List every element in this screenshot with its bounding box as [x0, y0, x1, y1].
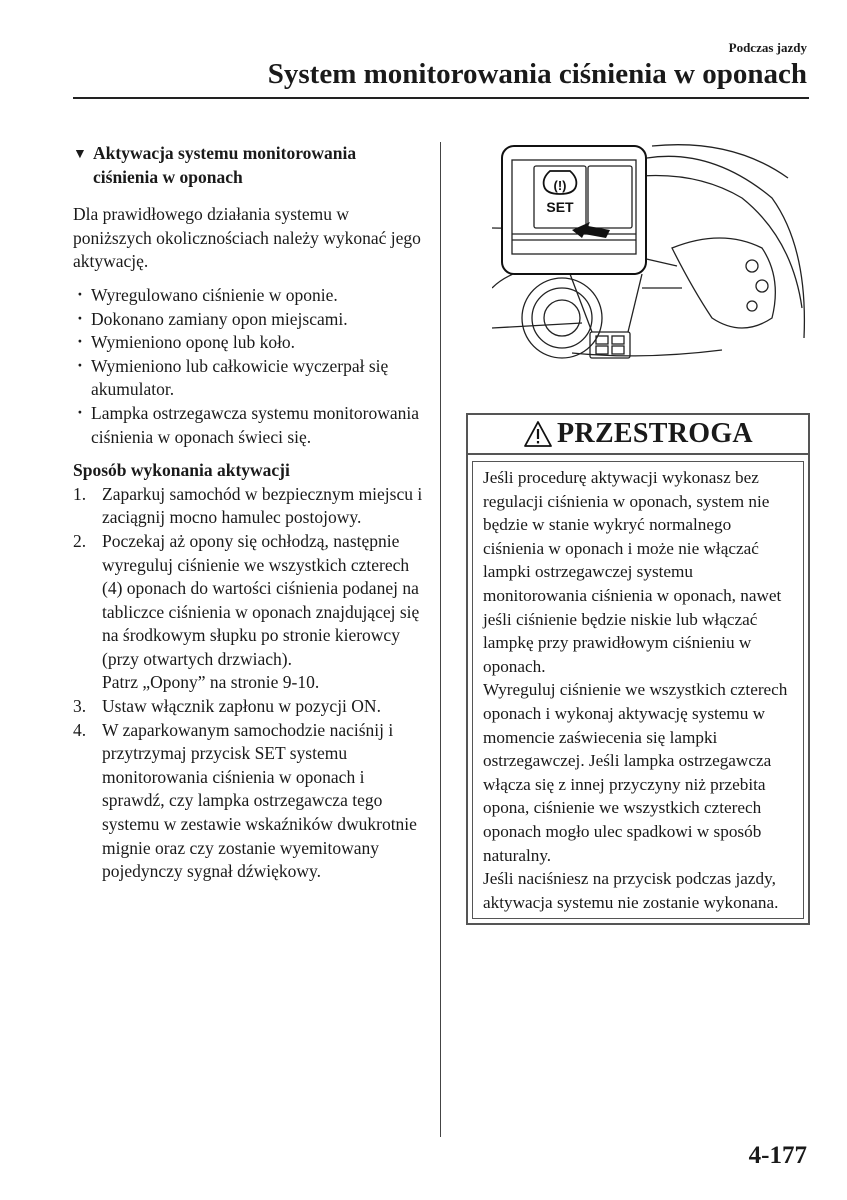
list-item: · Dokonano zamiany opon miejscami. — [73, 308, 423, 332]
list-item: · Lampka ostrzegawcza systemu monitorowania ciśnienia w oponach świeci się. — [73, 402, 423, 449]
warning-triangle-icon — [523, 420, 553, 448]
step-item — [73, 530, 423, 695]
list-item: · Wyregulowano ciśnienie w oponie. — [73, 284, 423, 308]
caution-header — [468, 415, 808, 455]
step-item — [73, 719, 423, 884]
step-number: 1. — [73, 483, 87, 504]
caution-label: PRZESTROGA — [557, 418, 753, 449]
condition-list — [73, 284, 423, 449]
triangle-down-icon: ▼ — [73, 147, 87, 162]
caution-body — [472, 461, 804, 919]
list-item: · Wymieniono oponę lub koło. — [73, 331, 423, 355]
step-number: 4. — [73, 719, 87, 740]
caution-paragraph: Jeśli procedurę aktywacji wykonasz bez regulacji ciśnienia w oponach, system nie będzie w stanie wykryć normalnego ciśnienia w oponach i może nie włączać lampki ostrzegawczej systemu monitorowania ciśnienia w oponach, nawet jeśli ciśnienie będzie niskie lub włączać lampkę przy prawidłowym ciśnieniu w oponach. — [483, 468, 782, 676]
page-title: System monitorowania ciśnienia w oponach — [267, 58, 807, 90]
intro-paragraph: Dla prawidłowego działania systemu w poniższych okolicznościach należy wykonać jego aktywację. — [73, 204, 421, 272]
procedure-steps — [73, 483, 423, 884]
page-number: 4-177 — [748, 1142, 807, 1169]
procedure-heading: Sposób wykonania aktywacji — [73, 460, 290, 481]
step-text: Poczekaj aż opony się ochłodzą, następnie wyreguluj ciśnienie we wszystkich czterech (4) oponach do wartości ciśnienia podanej na tabliczce ciśnienia w oponach znajdującej się na środkowym słupku po stronie kierowcy (przy otwartych drzwiach). — [102, 530, 420, 669]
list-item: · Wymieniono lub całkowicie wyczerpał się akumulator. — [73, 355, 423, 402]
set-button-illustration — [492, 138, 808, 370]
cross-reference: Patrz „Opony” na stronie 9-10. — [102, 672, 320, 693]
left-column — [73, 142, 423, 884]
caution-box — [466, 413, 810, 925]
header-rule — [73, 97, 809, 99]
tpms-symbol: (!) — [553, 178, 567, 193]
step-text: Zaparkuj samochód w bezpiecznym miejscu i zaciągnij mocno hamulec postojowy. — [102, 483, 423, 528]
step-number: 2. — [73, 530, 87, 551]
column-divider — [440, 142, 441, 1137]
section-heading-text: Aktywacja systemu monitorowania ciśnienia w oponach — [93, 143, 357, 187]
step-text: Ustaw włącznik zapłonu w pozycji ON. — [102, 696, 381, 717]
step-number: 3. — [73, 696, 87, 717]
caution-paragraph: Wyreguluj ciśnienie we wszystkich czterech oponach i wykonaj aktywację systemu w momencie zaświecenia się lampki ostrzegawczej. Jeśli lampka ostrzegawcza włącza się z innej przyczyny niż przebita opona, ciśnienie we wszystkich czterech oponach mogło ulec spadkowi w sposób naturalny. — [483, 680, 788, 865]
set-button-label: SET — [546, 199, 574, 215]
step-item — [73, 695, 423, 719]
step-item — [73, 483, 423, 530]
step-text: W zaparkowanym samochodzie naciśnij i przytrzymaj przycisk SET systemu monitorowania ciśnienia w oponach i sprawdź, czy lampka ostrzegawcza tego systemu w zestawie wskaźników dwukrotnie mignie oraz czy zostanie wyemitowany pojedynczy sygnał dźwiękowy. — [102, 719, 417, 882]
running-header-section: Podczas jazdy — [728, 40, 807, 55]
section-heading — [73, 142, 423, 189]
caution-paragraph: Jeśli naciśniesz na przycisk podczas jazdy, aktywacja systemu nie zostanie wykonana. — [483, 869, 779, 912]
